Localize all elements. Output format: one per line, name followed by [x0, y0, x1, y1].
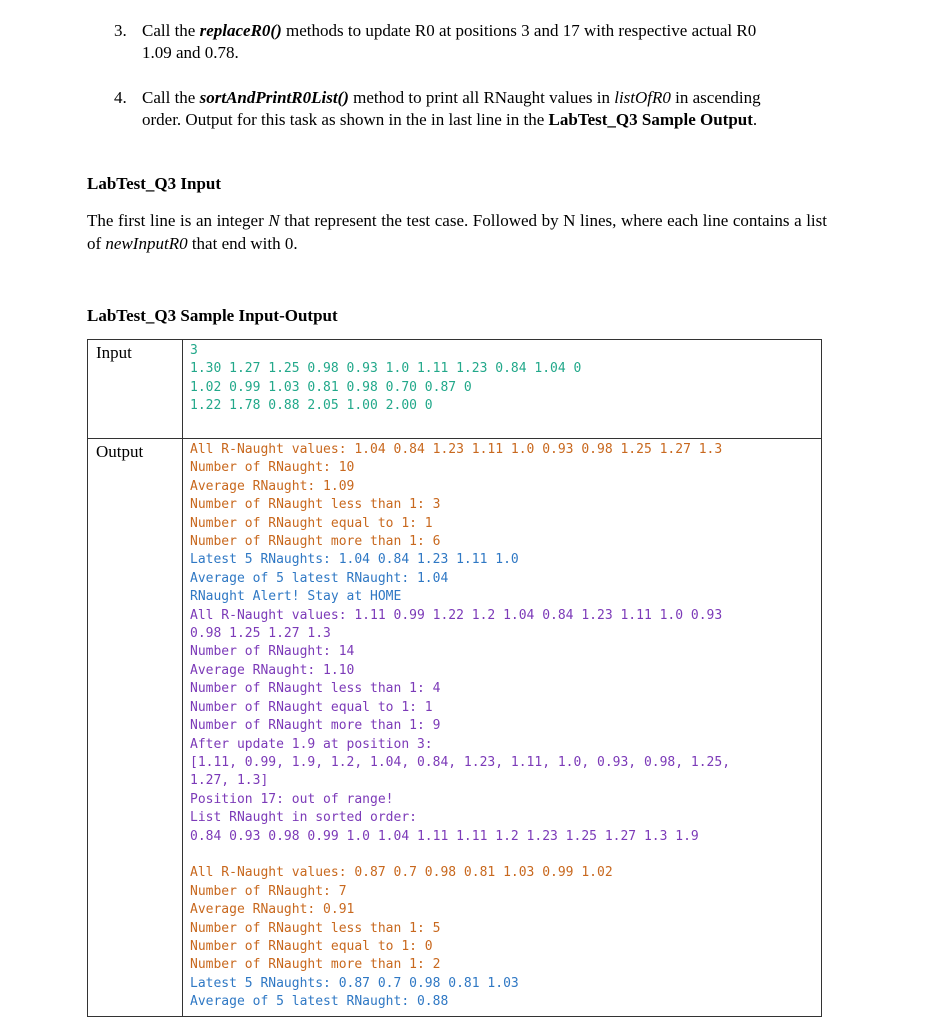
input-line: 1.02 0.99 1.03 0.81 0.98 0.70 0.87 0 — [190, 379, 472, 395]
output-line: [1.11, 0.99, 1.9, 1.2, 1.04, 0.84, 1.23, 1.11, 1.0, 0.93, 0.98, 1.25, — [190, 754, 731, 770]
output-line: Number of RNaught more than 1: 9 — [190, 718, 441, 734]
output-row — [88, 439, 822, 1017]
input-description: The first line is an integer N that represent the test case. Followed by N lines, where each line contains a list of newInputR0 that end with 0. — [87, 211, 827, 253]
output-line: Average RNaught: 0.91 — [190, 902, 355, 918]
output-line: Position 17: out of range! — [190, 791, 394, 807]
output-line: Number of RNaught: 14 — [190, 644, 355, 660]
output-line: Average of 5 latest RNaught: 0.88 — [190, 994, 449, 1010]
step-number: 3. — [114, 21, 127, 40]
input-line: 3 — [190, 343, 198, 358]
output-line: All R-Naught values: 0.87 0.7 0.98 0.81 1.03 0.99 1.02 — [190, 865, 613, 881]
output-line: Average RNaught: 1.10 — [190, 662, 355, 678]
output-line: Number of RNaught equal to 1: 1 — [190, 515, 433, 531]
output-line: Latest 5 RNaughts: 1.04 0.84 1.23 1.11 1.0 — [190, 552, 519, 568]
output-line: Number of RNaught less than 1: 3 — [190, 497, 441, 513]
output-line: Number of RNaught more than 1: 6 — [190, 534, 441, 550]
output-line: 1.27, 1.3] — [190, 773, 269, 789]
output-line: All R-Naught values: 1.11 0.99 1.22 1.2 1.04 0.84 1.23 1.11 1.0 0.93 — [190, 607, 723, 623]
method-name: replaceR0() — [199, 21, 282, 40]
output-line: All R-Naught values: 1.04 0.84 1.23 1.11 1.0 0.93 0.98 1.25 1.27 1.3 — [190, 442, 723, 457]
list-name: listOfR0 — [614, 88, 671, 107]
section-heading-sample: LabTest_Q3 Sample Input-Output — [87, 306, 338, 325]
output-line: Average of 5 latest RNaught: 1.04 — [190, 570, 449, 586]
output-label: Output — [88, 439, 183, 1017]
output-line: RNaught Alert! Stay at HOME — [190, 589, 402, 605]
output-line — [190, 846, 815, 864]
output-line: Average RNaught: 1.09 — [190, 478, 355, 494]
step-text: Call the replaceR0() methods to update R0 at positions 3 and 17 with respective actual R0 1.09 and 0.78. — [142, 21, 757, 62]
section-heading-input: LabTest_Q3 Input — [87, 174, 222, 193]
output-line: 0.84 0.93 0.98 0.99 1.0 1.04 1.11 1.11 1.2 1.23 1.25 1.27 1.3 1.9 — [190, 828, 699, 844]
output-line: 0.98 1.25 1.27 1.3 — [190, 626, 331, 642]
output-line: Number of RNaught: 7 — [190, 883, 347, 899]
output-line: Number of RNaught equal to 1: 1 — [190, 699, 433, 715]
output-line: Latest 5 RNaughts: 0.87 0.7 0.98 0.81 1.03 — [190, 975, 519, 991]
output-line: After update 1.9 at position 3: — [190, 736, 433, 752]
output-line: Number of RNaught more than 1: 2 — [190, 957, 441, 973]
input-row — [88, 340, 822, 439]
step-text: Call the sortAndPrintR0List() method to print all RNaught values in listOfR0 in ascending order. Output for this task as shown in the in last line in the LabTest_Q3 Sample Output. — [142, 88, 761, 129]
output-line: Number of RNaught equal to 1: 0 — [190, 938, 433, 954]
input-block — [183, 340, 822, 439]
output-line: Number of RNaught: 10 — [190, 460, 355, 476]
input-label: Input — [88, 340, 183, 439]
input-line: 1.30 1.27 1.25 0.98 0.93 1.0 1.11 1.23 0.84 1.04 0 — [190, 361, 582, 377]
output-block — [183, 439, 822, 1017]
step-number: 4. — [114, 88, 127, 107]
input-line: 1.22 1.78 0.88 2.05 1.00 2.00 0 — [190, 398, 433, 414]
output-line: List RNaught in sorted order: — [190, 810, 417, 826]
output-line: Number of RNaught less than 1: 4 — [190, 681, 441, 697]
output-line: Number of RNaught less than 1: 5 — [190, 920, 441, 936]
sample-io-table — [87, 339, 822, 1017]
method-name: sortAndPrintR0List() — [199, 88, 349, 107]
